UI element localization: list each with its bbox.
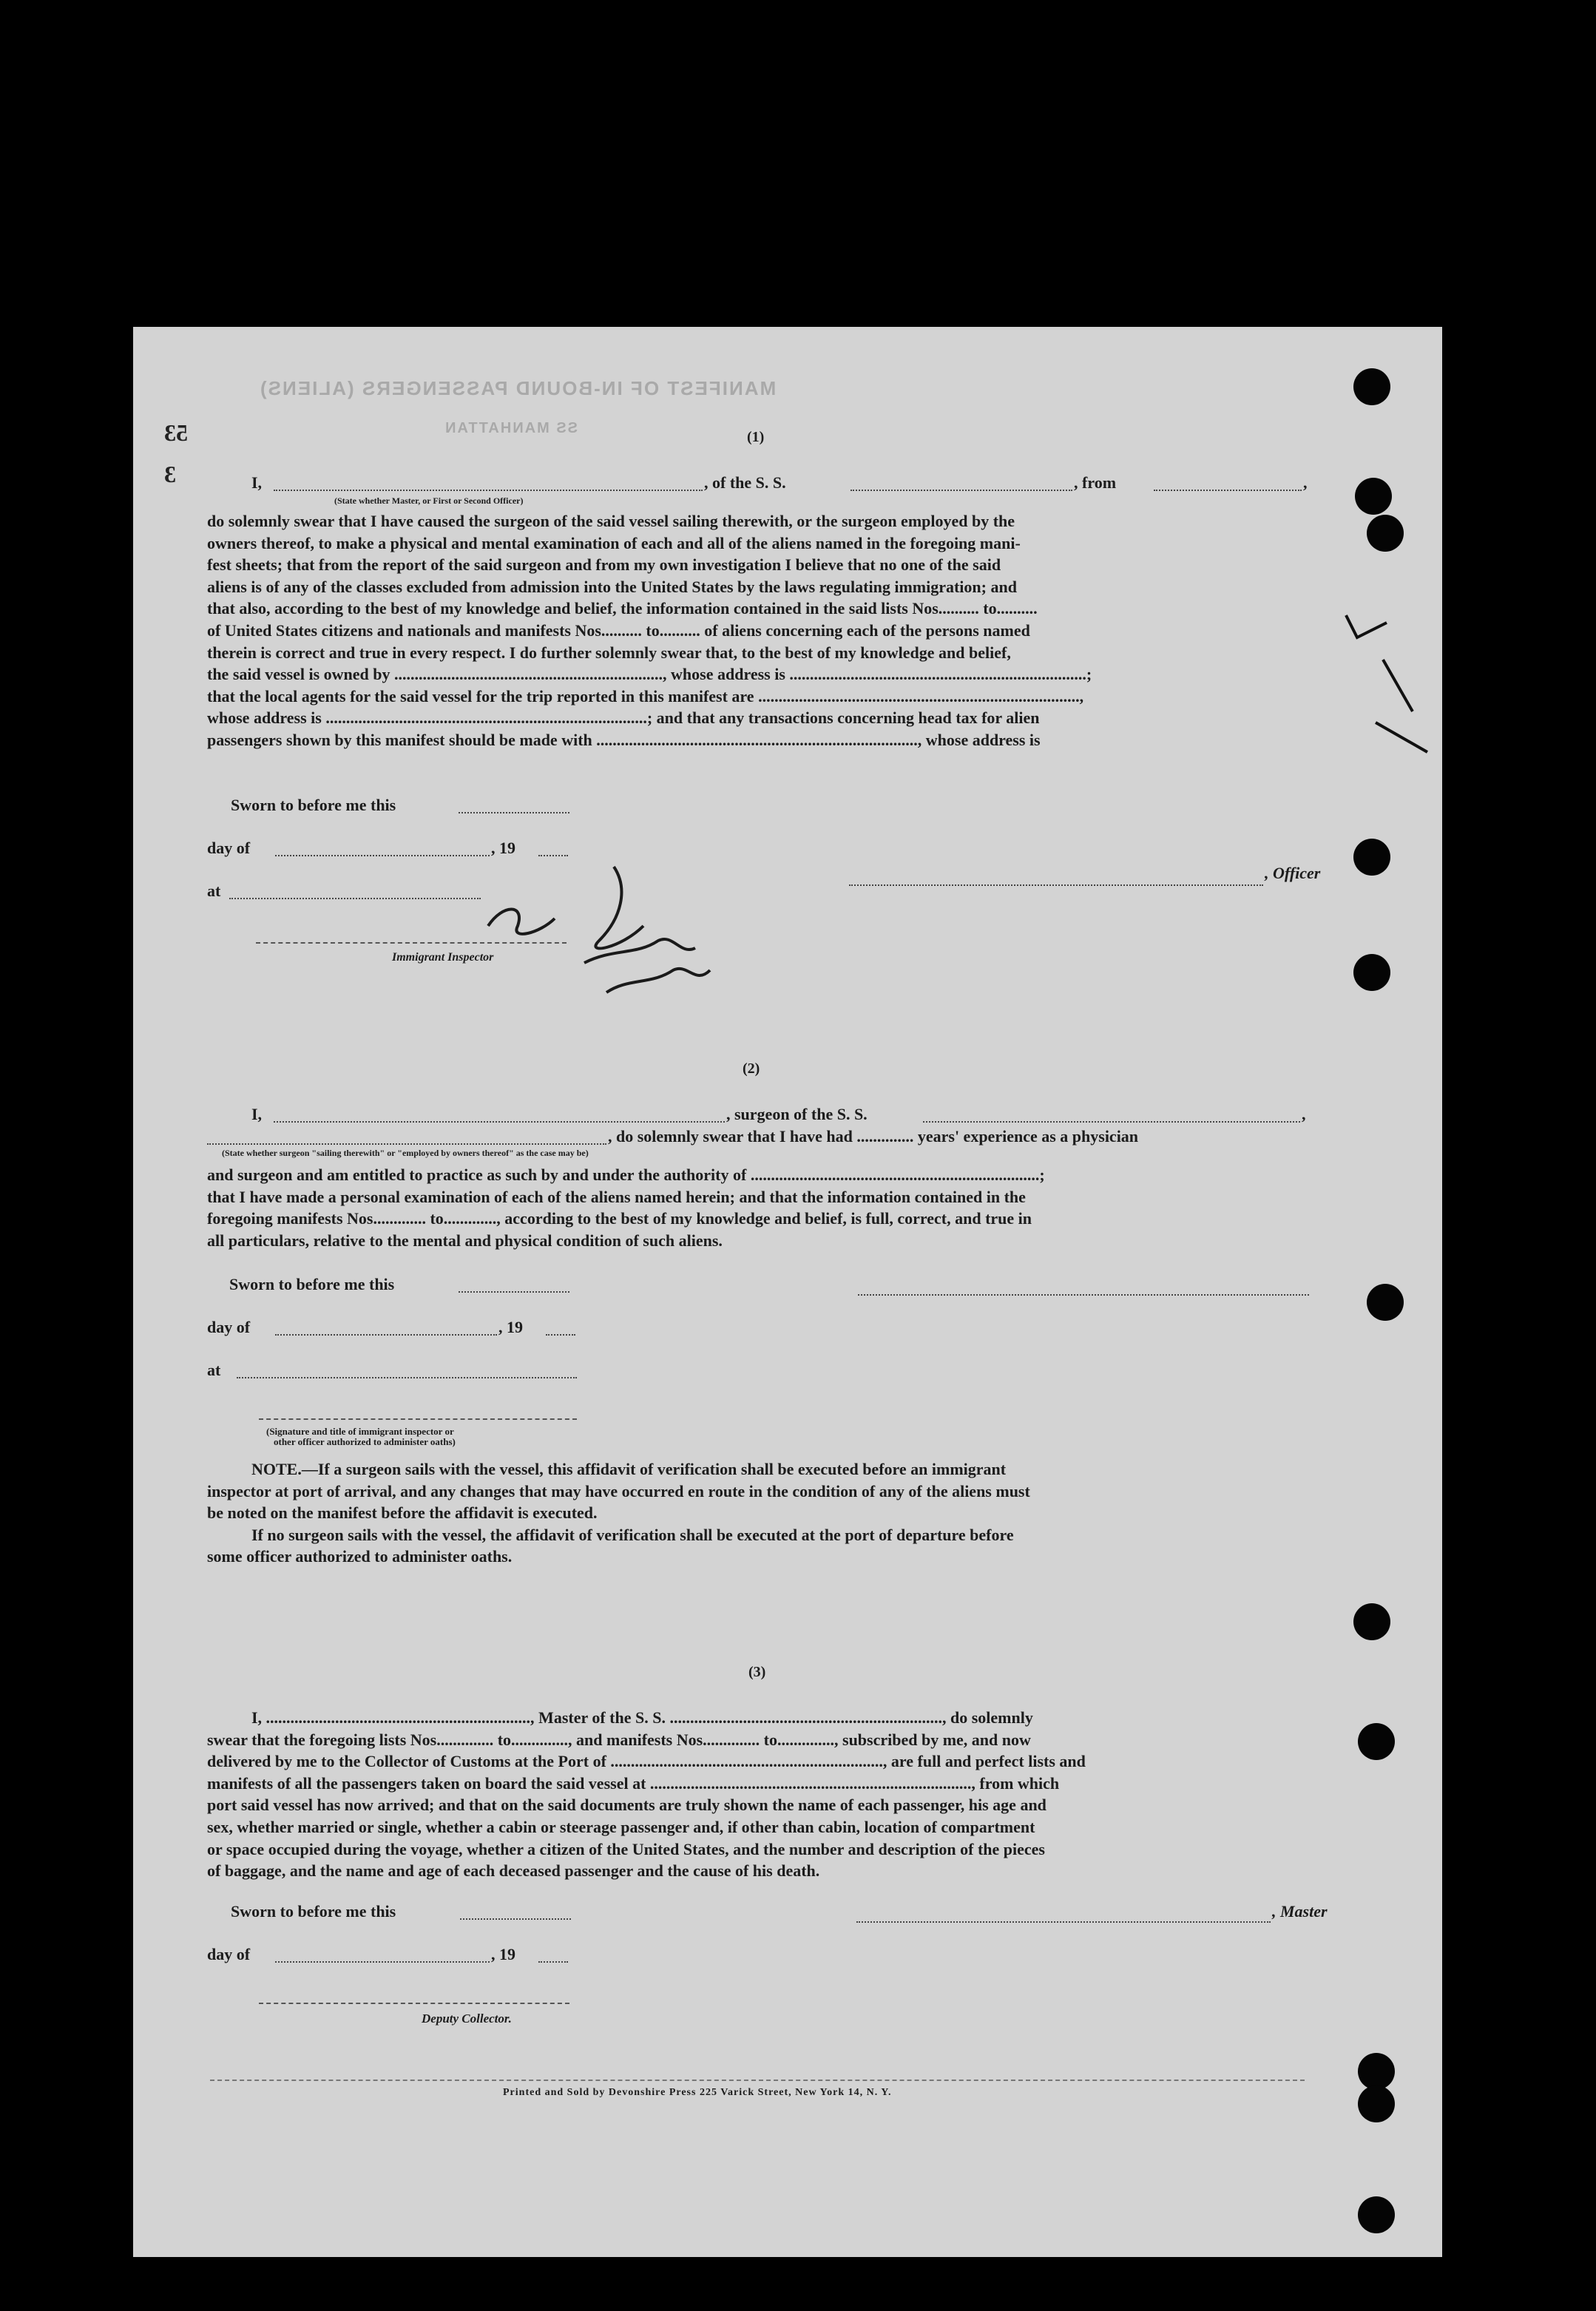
s3-line: sex, whether married or single, whether a cabin or steerage passenger and, if other than cabin, location of compartment <box>207 1817 1035 1836</box>
binder-hole <box>1353 368 1390 405</box>
s3-line: I, ................................................................., Master of the S. S. ..................................................................., do solemnly <box>251 1708 1033 1727</box>
s1-day-label: day of <box>207 839 251 857</box>
s3-year-blank <box>538 1948 568 1963</box>
binder-hole <box>1358 2085 1395 2122</box>
note-line: NOTE.—If a surgeon sails with the vessel, this affidavit of verification shall be executed before an immigrant <box>251 1460 1007 1478</box>
s1-vessel-blank <box>851 476 1072 491</box>
s2-signature-caption-2: other officer authorized to administer oaths) <box>274 1436 456 1447</box>
s3-day-blank <box>275 1948 490 1963</box>
printer-imprint: Printed and Sold by Devonshire Press 225 Varick Street, New York 14, N. Y. <box>503 2087 892 2098</box>
s2-name-blank <box>274 1108 725 1123</box>
binder-hole <box>1355 478 1392 515</box>
s3-deputy-line <box>259 2003 569 2004</box>
s3-sworn-label: Sworn to before me this <box>231 1902 396 1921</box>
s1-inspector-line <box>256 942 567 944</box>
side-number-1: 53 <box>164 419 188 446</box>
binder-hole <box>1353 1603 1390 1640</box>
footer-rule <box>210 2080 1305 2081</box>
s1-line: passengers shown by this manifest should be made with ..............................................................................., whose address is <box>207 730 1041 749</box>
note-line: be noted on the manifest before the affidavit is executed. <box>207 1503 598 1523</box>
binder-hole <box>1367 515 1404 552</box>
s2-line: foregoing manifests Nos............. to............., according to the best of my knowledge and belief, is full, correct, and true in <box>207 1209 1032 1228</box>
s3-line: of baggage, and the name and age of each deceased passenger and the cause of his death. <box>207 1861 820 1881</box>
ghost-ship-name: SS MANHATTAN <box>444 420 578 436</box>
s1-at-label: at <box>207 882 221 900</box>
s2-year-blank <box>546 1321 575 1336</box>
s3-master-signature-blank <box>856 1908 1271 1923</box>
s2-sworn-label: Sworn to before me this <box>229 1275 395 1293</box>
binder-hole <box>1358 1723 1395 1760</box>
s2-at-label: at <box>207 1361 221 1379</box>
s2-sworn-blank <box>459 1278 569 1293</box>
s3-line: manifests of all the passengers taken on board the said vessel at ..............................................................................., from which <box>207 1773 1060 1793</box>
s3-day-label: day of <box>207 1945 251 1963</box>
s1-line: owners thereof, to make a physical and mental examination of each and all of the aliens named in the foregoing mani- <box>207 533 1021 552</box>
s1-inspector-caption: Immigrant Inspector <box>392 951 494 964</box>
s1-officer-blank <box>274 476 703 491</box>
s3-deputy-caption: Deputy Collector. <box>422 2011 512 2026</box>
binder-hole <box>1358 2196 1395 2233</box>
s2-line: and surgeon and am entitled to practice as such by and under the authority of .......................................................................; <box>207 1165 1045 1184</box>
binder-hole <box>1358 2053 1395 2090</box>
s1-line1-end: , <box>1303 473 1308 492</box>
s3-affidavit-text <box>207 1707 1086 1882</box>
s1-sworn-label: Sworn to before me this <box>231 796 396 814</box>
s2-affidavit-text <box>207 1164 1045 1251</box>
s1-year-label: , 19 <box>491 839 515 857</box>
s2-status-caption: (State whether surgeon "sailing therewith" or "employed by owners thereof" as the case may be) <box>222 1148 589 1158</box>
s2-year-label: , 19 <box>498 1318 523 1336</box>
s1-line: aliens is of any of the classes excluded from admission into the United States by the laws regulating immigration; and <box>207 577 1017 596</box>
side-number-2: 3 <box>164 461 176 487</box>
s2-surgeon-label: , surgeon of the S. S. <box>726 1105 868 1123</box>
s2-line1-end: , <box>1302 1105 1306 1123</box>
section-3-number: (3) <box>748 1664 766 1680</box>
s2-status-blank <box>207 1130 606 1145</box>
s2-line: that I have made a personal examination of each of the aliens named herein; and that the information contained in the <box>207 1187 1026 1206</box>
check-mark-strokes <box>1191 608 1435 756</box>
s1-from-blank <box>1154 476 1302 491</box>
s1-i-label: I, <box>251 473 263 492</box>
s3-line: port said vessel has now arrived; and that on the said documents are truly shown the name of each passenger, his age and <box>207 1796 1046 1815</box>
s2-surgeon-signature-blank <box>858 1281 1309 1296</box>
s3-sworn-blank <box>460 1905 571 1920</box>
s2-signature-line <box>259 1418 577 1420</box>
s3-line: delivered by me to the Collector of Customs at the Port of ..................................................................., are full and perfect lists and <box>207 1752 1086 1771</box>
s2-line2-tail: , do solemnly swear that I have had .............. years' experience as a physician <box>608 1127 1139 1146</box>
s1-line: of United States citizens and nationals and manifests Nos.......... to.......... of aliens concerning each of the persons named <box>207 620 1030 640</box>
s1-year-blank <box>538 842 568 856</box>
s1-sworn-blank <box>459 799 569 813</box>
binder-hole <box>1353 954 1390 991</box>
s1-line: fest sheets; that from the report of the said surgeon and from my own investigation I believe that no one of the said <box>207 555 1001 575</box>
s1-line: that the local agents for the said vessel for the trip reported in this manifest are ..............................................................................., <box>207 686 1084 706</box>
s2-line: all particulars, relative to the mental and physical condition of such aliens. <box>207 1231 723 1250</box>
s1-line: the said vessel is owned by .................................................................., whose address is .........................................................................; <box>207 665 1092 684</box>
binder-hole <box>1367 1284 1404 1321</box>
note-line: some officer authorized to administer oaths. <box>207 1547 513 1566</box>
s1-line: that also, according to the best of my knowledge and belief, the information contained in the said lists Nos.......... to.......... <box>207 599 1038 618</box>
s2-day-blank <box>275 1321 497 1336</box>
s2-at-blank <box>237 1364 577 1378</box>
s3-line: or space occupied during the voyage, whether a citizen of the United States, and the number and description of the pieces <box>207 1839 1045 1858</box>
section-1-number: (1) <box>747 429 765 445</box>
s1-affidavit-text <box>207 510 1092 751</box>
s1-officer-label: , Officer <box>1265 864 1321 882</box>
s1-of-ss-label: , of the S. S. <box>704 473 786 492</box>
s1-officer-caption: (State whether Master, or First or Second Officer) <box>334 495 524 506</box>
s2-signature-caption-1: (Signature and title of immigrant inspector or <box>266 1426 454 1437</box>
s2-vessel-blank <box>923 1108 1300 1123</box>
s1-officer-signature-blank <box>849 871 1263 886</box>
handwritten-signature <box>473 859 717 1007</box>
s1-line: whose address is ...............................................................................; and that any transactions concerning head tax for alien <box>207 708 1040 728</box>
s1-line: therein is correct and true in every respect. I do further solemnly swear that, to the best of my knowledge and belief, <box>207 643 1011 662</box>
s3-line: swear that the foregoing lists Nos.............. to.............., and manifests Nos.............. to.............., subscribed by me, and now <box>207 1730 1031 1749</box>
binder-hole <box>1353 839 1390 876</box>
section-2-number: (2) <box>743 1060 760 1077</box>
s3-master-label: , Master <box>1272 1902 1328 1921</box>
s1-line: do solemnly swear that I have caused the surgeon of the said vessel sailing therewith, or the surgeon employed by the <box>207 512 1015 530</box>
s2-day-label: day of <box>207 1318 251 1336</box>
s2-note-text <box>207 1458 1030 1568</box>
s1-from-label: , from <box>1074 473 1117 492</box>
s1-day-blank <box>275 842 490 856</box>
note-line: If no surgeon sails with the vessel, the affidavit of verification shall be executed at the port of departure before <box>251 1525 1014 1544</box>
note-line: inspector at port of arrival, and any changes that may have occurred en route in the condition of any of the aliens must <box>207 1481 1030 1500</box>
s3-year-label: , 19 <box>491 1945 515 1963</box>
s1-at-blank <box>229 884 481 899</box>
manifest-page <box>133 327 1442 2257</box>
ghost-manifest-title: MANIFEST OF IN-BOUND PASSENGERS (ALIENS) <box>259 377 777 399</box>
s2-i-label: I, <box>251 1105 263 1123</box>
